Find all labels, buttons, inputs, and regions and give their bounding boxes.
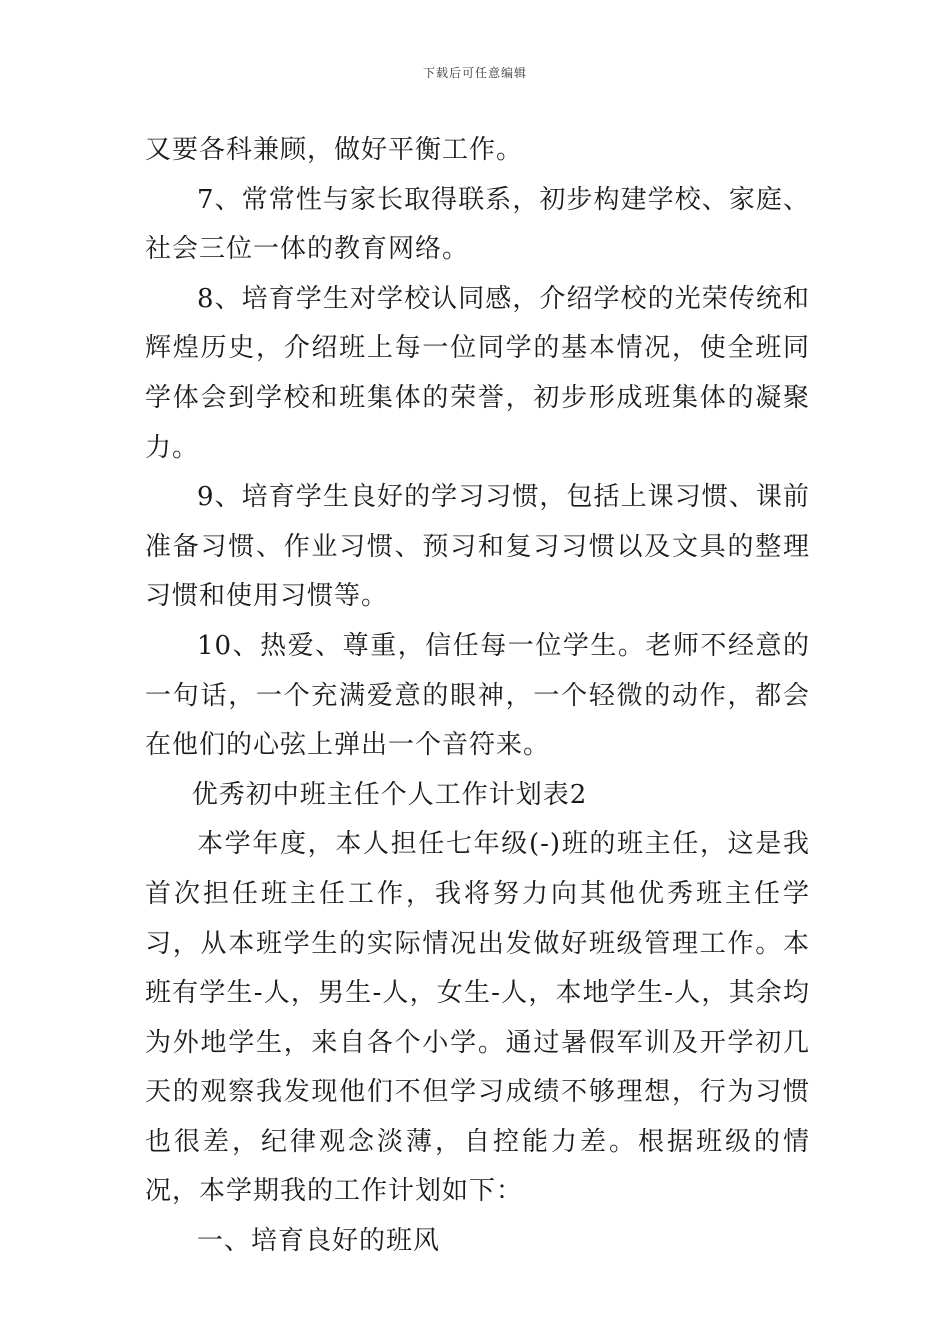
section-title: 优秀初中班主任个人工作计划表2 xyxy=(191,779,588,810)
paragraph-item-10: 10、热爱、尊重，信任每一位学生。老师不经意的一句话，一个充满爱意的眼神，一个轻微的动作，都会在他们的心弦上弹出一个音符来。 xyxy=(145,630,810,761)
section-heading-one: 一、培育良好的班风 xyxy=(197,1226,441,1257)
paragraph-item-8: 8、培育学生对学校认同感，介绍学校的光荣传统和辉煌历史，介绍班上每一位同学的基本情况，使全班同学体会到学校和班集体的荣誉，初步形成班集体的凝聚力。 xyxy=(145,283,810,463)
paragraph-continuation: 又要各科兼顾，做好平衡工作。 xyxy=(145,135,524,165)
paragraph-item-9: 9、培育学生良好的学习习惯，包括上课习惯、课前准备习惯、作业习惯、预习和复习习惯以及文具的整理习惯和使用习惯等。 xyxy=(145,482,810,612)
paragraph-intro: 本学年度，本人担任七年级(-)班的班主任，这是我首次担任班主任工作，我将努力向其他优秀班主任学习，从本班学生的实际情况出发做好班级管理工作。本班有学生-人，男生-人，女生-人，本地学生-人，其余均为外地学生，来自各个小学。通过暑假军训及开学初几天的观察我发现他们不但学习成绩不够理想，行为习惯也很差，纪律观念淡薄，自控能力差。根据班级的情况，本学期我的工作计划如下： xyxy=(145,829,810,1207)
paragraph-item-7: 7、常常性与家长取得联系，初步构建学校、家庭、社会三位一体的教育网络。 xyxy=(145,184,810,265)
document-body xyxy=(145,126,810,1267)
page-header: 下载后可任意编辑 xyxy=(422,66,527,80)
